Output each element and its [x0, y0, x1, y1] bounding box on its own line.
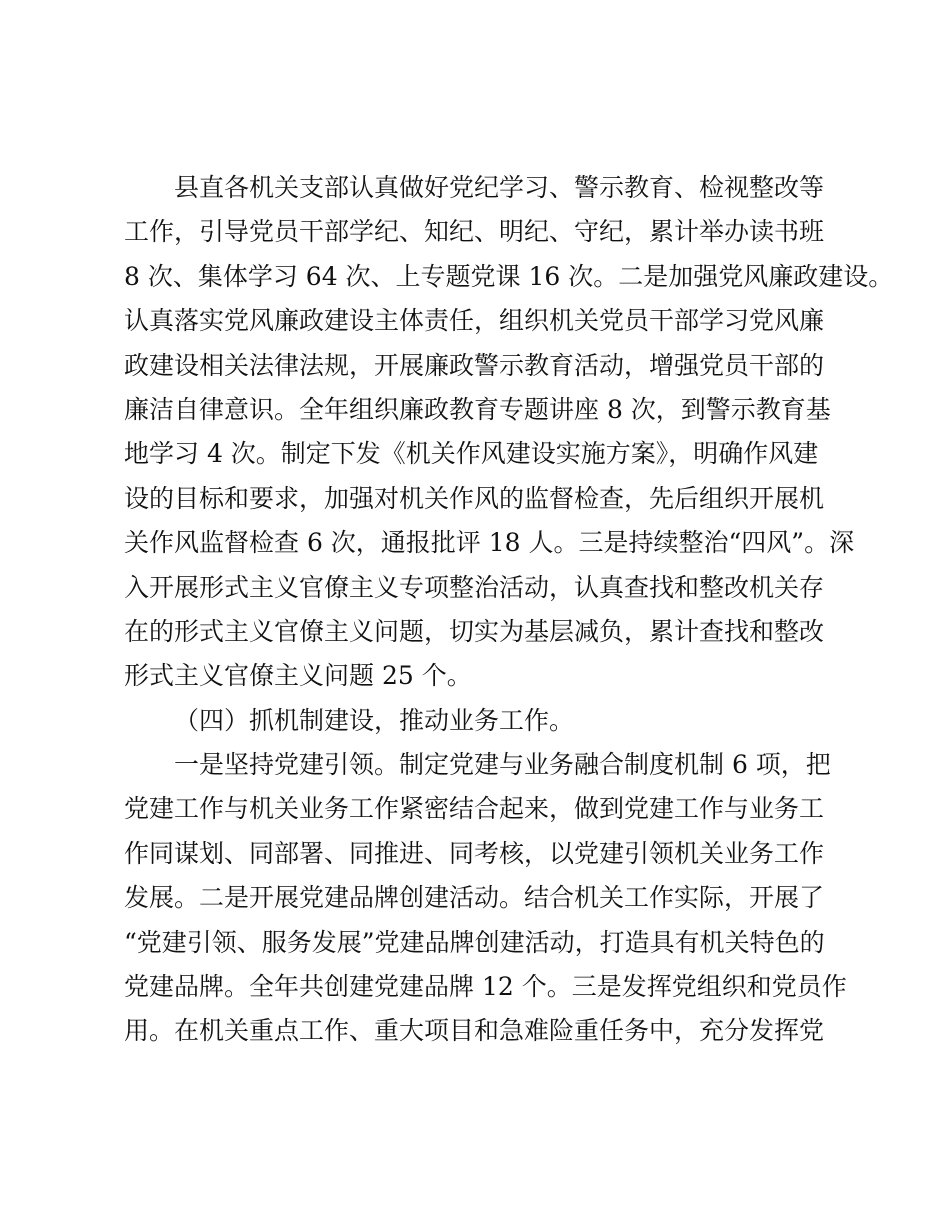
text-line: 工作，引导党员干部学纪、知纪、明纪、守纪，累计举办读书班 — [124, 217, 825, 247]
text-line: 地学习 4 次。制定下发《机关作风建设实施方案》，明确作风建 — [124, 439, 819, 469]
text-line: 入开展形式主义官僚主义专项整治活动，认真查找和整改机关存 — [124, 572, 825, 602]
text-line: 发展。二是开展党建品牌创建活动。结合机关工作实际，开展了 — [124, 883, 825, 913]
text-line: 党建品牌。全年共创建党建品牌 12 个。三是发挥党组织和党员作 — [124, 972, 847, 1002]
text-line: 政建设相关法律法规，开展廉政警示教育活动，增强党员干部的 — [124, 350, 825, 380]
text-line: 8 次、集体学习 64 次、上专题党课 16 次。二是加强党风廉政建设。 — [124, 261, 894, 291]
text-line: 认真落实党风廉政建设主体责任，组织机关党员干部学习党风廉 — [124, 306, 825, 336]
text-line: “党建引领、服务发展”党建品牌创建活动，打造具有机关特色的 — [124, 927, 825, 957]
text-line: 在的形式主义官僚主义问题，切实为基层减负，累计查找和整改 — [124, 616, 825, 646]
text-line: 一是坚持党建引领。制定党建与业务融合制度机制 6 项，把 — [174, 750, 831, 780]
text-line: 党建工作与机关业务工作紧密结合起来，做到党建工作与业务工 — [124, 794, 825, 824]
document-body — [124, 166, 894, 1054]
text-line: 作同谋划、同部署、同推进、同考核，以党建引领机关业务工作 — [124, 838, 825, 868]
section-heading: （四）抓机制建设，推动业务工作。 — [174, 705, 575, 735]
text-line: 关作风监督检查 6 次，通报批评 18 人。三是持续整治“四风”。深 — [124, 528, 855, 558]
text-line: 形式主义官僚主义问题 25 个。 — [124, 661, 472, 691]
text-line: 县直各机关支部认真做好党纪学习、警示教育、检视整改等 — [174, 173, 825, 202]
text-line: 设的目标和要求，加强对机关作风的监督检查，先后组织开展机 — [124, 483, 825, 513]
text-line: 廉洁自律意识。全年组织廉政教育专题讲座 8 次，到警示教育基 — [124, 394, 831, 424]
text-line: 用。在机关重点工作、重大项目和急难险重任务中，充分发挥党 — [124, 1016, 825, 1046]
